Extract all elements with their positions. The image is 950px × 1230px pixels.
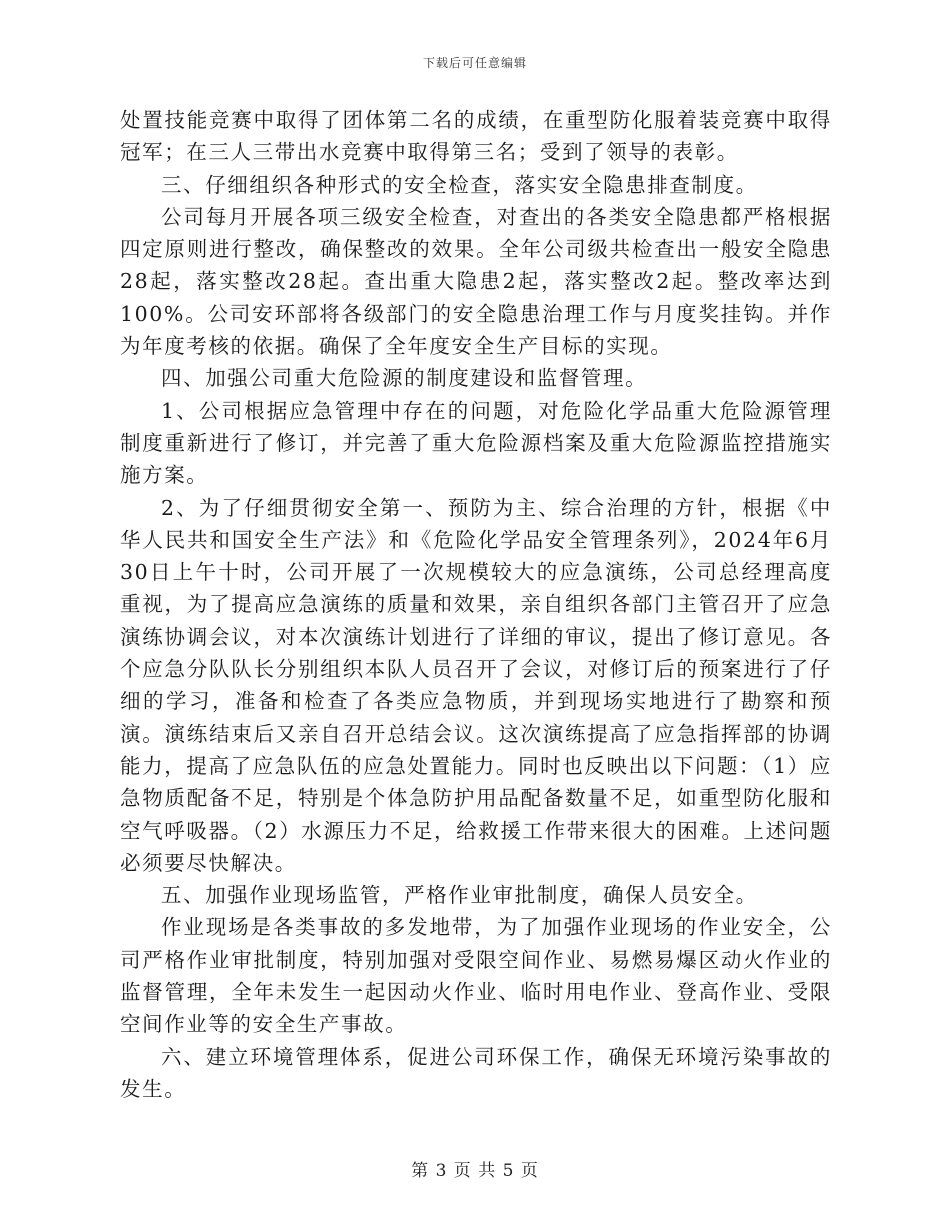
paragraph: 1、公司根据应急管理中存在的问题，对危险化学品重大危险源管理制度重新进行了修订，并完善了重大危险源档案及重大危险源监控措施实施方案。 xyxy=(120,398,832,488)
section-heading-4: 四、加强公司重大危险源的制度建设和监督管理。 xyxy=(161,366,648,391)
document-body xyxy=(120,104,832,1105)
paragraph: 2、为了仔细贯彻安全第一、预防为主、综合治理的方针，根据《中华人民共和国安全生产法》和《危险化学品安全管理条列》，2024年6月30日上午十时，公司开展了一次规模较大的应急演练，公司总经理高度重视，为了提高应急演练的质量和效果，亲自组织各部门主管召开了应急演练协调会议，对本次演练计划进行了详细的审议，提出了修订意见。各个应急分队队长分别组织本队人员召开了会议，对修订后的预案进行了仔细的学习，准备和检查了各类应急物质，并到现场实地进行了勘察和预演。演练结束后又亲自召开总结会议。这次演练提高了应急指挥部的协调能力，提高了应急队伍的应急处置能力。同时也反映出以下问题：（1）应急物质配备不足，特别是个体急防护用品配备数量不足，如重型防化服和空气呼吸器。（2）水源压力不足，给救援工作带来很大的困难。上述问题必须要尽快解决。 xyxy=(120,495,832,875)
section-heading-5: 五、加强作业现场监管，严格作业审批制度，确保人员安全。 xyxy=(161,883,758,908)
paragraph-continuation: 处置技能竞赛中取得了团体第二名的成绩，在重型防化服着装竞赛中取得冠军；在三人三带出水竞赛中取得第三名；受到了领导的表彰。 xyxy=(120,108,832,165)
page-footer: 第 3 页 共 5 页 xyxy=(411,1161,539,1181)
paragraph: 作业现场是各类事故的多发地带，为了加强作业现场的作业安全，公司严格作业审批制度，特别加强对受限空间作业、易燃易爆区动火作业的监督管理，全年未发生一起因动火作业、临时用电作业、登高作业、受限空间作业等的安全生产事故。 xyxy=(120,915,832,1037)
section-heading-3: 三、仔细组织各种形式的安全检查，落实安全隐患排查制度。 xyxy=(161,172,758,197)
page-header: 下载后可任意编辑 xyxy=(422,56,527,70)
section-heading-6: 六、建立环境管理体系，促进公司环保工作，确保无环境污染事故的发生。 xyxy=(120,1044,832,1101)
paragraph: 公司每月开展各项三级安全检查，对查出的各类安全隐患都严格根据四定原则进行整改，确保整改的效果。全年公司级共检查出一般安全隐患28起，落实整改28起。查出重大隐患2起，落实整改2起。整改率达到100%。公司安环部将各级部门的安全隐患治理工作与月度奖挂钩。并作为年度考核的依据。确保了全年度安全生产目标的实现。 xyxy=(120,204,832,359)
